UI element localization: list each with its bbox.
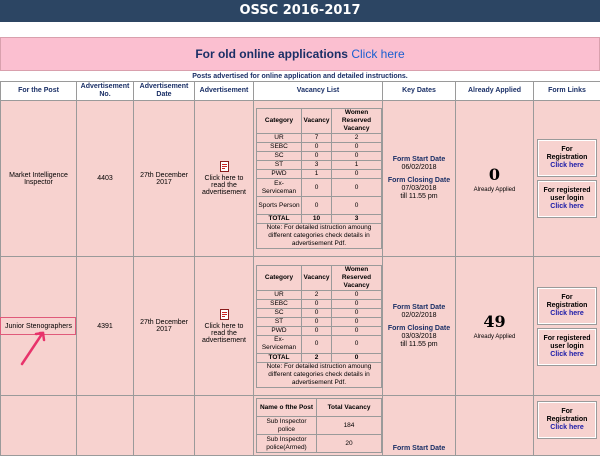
adv-no: 4403 <box>77 101 134 257</box>
vacancy-category: UR <box>257 290 302 299</box>
vacancy-cell <box>254 101 383 257</box>
registration-box[interactable] <box>537 287 597 325</box>
post-vacancy-name: Sub Inspector police(Armed) <box>257 435 317 453</box>
key-dates-cell <box>383 257 456 396</box>
vacancy-women: 2 <box>332 134 382 143</box>
login-box[interactable] <box>537 328 597 366</box>
vacancy-category: Sports Person <box>257 197 302 215</box>
post-name: Market Intelligence Inspector <box>1 101 77 257</box>
post-name-header: Name o fthe Post <box>257 399 317 417</box>
vacancy-row <box>257 308 382 317</box>
vacancy-count: 1 <box>302 170 332 179</box>
vacancy-count: 0 <box>302 152 332 161</box>
vacancy-header-vacancy: Vacancy <box>302 109 332 134</box>
vacancy-category: SEBC <box>257 143 302 152</box>
vacancy-women: 0 <box>332 335 382 353</box>
vacancy-count: 2 <box>302 290 332 299</box>
vacancy-category: SEBC <box>257 299 302 308</box>
vacancy-women: 0 <box>332 143 382 152</box>
vacancy-category: ST <box>257 161 302 170</box>
applied-count: 0 <box>458 165 531 184</box>
post-name: Junior Stenographers <box>1 257 77 396</box>
vacancy-count: 0 <box>302 197 332 215</box>
vacancy-category: SC <box>257 152 302 161</box>
registration-label: For Registration <box>540 294 594 310</box>
vacancy-women: 3 <box>332 215 382 224</box>
vacancy-row <box>257 170 382 179</box>
advertisement-link-cell[interactable] <box>195 101 254 257</box>
vacancy-women: 0 <box>332 326 382 335</box>
registration-link[interactable]: Click here <box>540 424 594 432</box>
posts-table <box>0 81 600 456</box>
vacancy-row <box>257 134 382 143</box>
registration-box[interactable] <box>537 401 597 439</box>
closing-time: till 11.55 pm <box>385 193 453 201</box>
adv-date: 27th December 2017 <box>134 257 195 396</box>
vacancy-count: 0 <box>302 179 332 197</box>
login-link[interactable]: Click here <box>540 351 594 359</box>
vacancy-count: 2 <box>302 353 332 362</box>
key-dates-cell <box>383 101 456 257</box>
vacancy-row <box>257 161 382 170</box>
vacancy-row <box>257 152 382 161</box>
key-dates-cell <box>383 396 456 456</box>
header-post: For the Post <box>1 82 77 101</box>
vacancy-count: 0 <box>302 308 332 317</box>
post-vacancy-total: 20 <box>317 435 382 453</box>
start-date-label: Form Start Date <box>385 445 453 453</box>
vacancy-count: 10 <box>302 215 332 224</box>
vacancy-total-row <box>257 353 382 362</box>
vacancy-note: Note: For detailed istruction amoung different categories check details in advertisement Pdf. <box>257 362 382 387</box>
vacancy-women: 0 <box>332 290 382 299</box>
vacancy-category: TOTAL <box>257 353 302 362</box>
vacancy-category: TOTAL <box>257 215 302 224</box>
form-links-cell <box>534 257 600 396</box>
vacancy-count: 0 <box>302 335 332 353</box>
vacancy-header-women: Women Reserved Vacancy <box>332 109 382 134</box>
vacancy-category: PWD <box>257 170 302 179</box>
closing-date-value: 03/03/2018 <box>385 333 453 341</box>
vacancy-women: 0 <box>332 197 382 215</box>
vacancy-count: 0 <box>302 326 332 335</box>
applied-label: Already Applied <box>458 187 531 193</box>
vacancy-cell <box>254 257 383 396</box>
vacancy-women: 0 <box>332 317 382 326</box>
table-row <box>1 396 600 456</box>
vacancy-count: 0 <box>302 317 332 326</box>
old-applications-link[interactable]: Click here <box>351 47 404 61</box>
vacancy-category: ST <box>257 317 302 326</box>
closing-time: till 11.55 pm <box>385 341 453 349</box>
applied-count: 49 <box>458 312 531 331</box>
applied-label: Already Applied <box>458 334 531 340</box>
closing-date-label: Form Closing Date <box>385 325 453 333</box>
vacancy-row <box>257 299 382 308</box>
vacancy-header-vacancy: Vacancy <box>302 265 332 290</box>
closing-date-label: Form Closing Date <box>385 177 453 185</box>
old-applications-banner <box>0 37 600 71</box>
vacancy-row <box>257 197 382 215</box>
post-vacancy-total: 184 <box>317 417 382 435</box>
start-date-value: 06/02/2018 <box>385 164 453 172</box>
login-label: For registered user login <box>540 187 594 203</box>
vacancy-row <box>257 143 382 152</box>
header-adv-no: Advertisement No. <box>77 82 134 101</box>
vacancy-women: 0 <box>332 308 382 317</box>
vacancy-women: 0 <box>332 170 382 179</box>
post-vacancy-name: Sub Inspector police <box>257 417 317 435</box>
vacancy-category: SC <box>257 308 302 317</box>
posts-caption: Posts advertised for online application and detailed instructions. <box>0 72 600 81</box>
post-vacancy-row <box>257 417 382 435</box>
vacancy-category: Ex-Serviceman <box>257 335 302 353</box>
vacancy-women: 1 <box>332 161 382 170</box>
registration-label: For Registration <box>540 146 594 162</box>
vacancy-women: 0 <box>332 152 382 161</box>
header-adv-date: Advertisement Date <box>134 82 195 101</box>
advertisement-link-cell[interactable] <box>195 257 254 396</box>
vacancy-count: 7 <box>302 134 332 143</box>
pdf-icon <box>220 161 229 172</box>
start-date-label: Form Start Date <box>385 304 453 312</box>
login-label: For registered user login <box>540 335 594 351</box>
applied-cell <box>456 101 534 257</box>
form-links-cell <box>534 101 600 257</box>
registration-link[interactable]: Click here <box>540 310 594 318</box>
closing-date-value: 07/03/2018 <box>385 185 453 193</box>
vacancy-category: Ex-Serviceman <box>257 179 302 197</box>
vacancy-cell <box>254 396 383 456</box>
table-header-row <box>1 82 600 101</box>
header-vacancy: Vacancy List <box>254 82 383 101</box>
registration-link[interactable]: Click here <box>540 162 594 170</box>
registration-label: For Registration <box>540 408 594 424</box>
vacancy-table <box>256 265 382 388</box>
vacancy-row <box>257 317 382 326</box>
total-vacancy-header: Total Vacancy <box>317 399 382 417</box>
table-row <box>1 257 600 396</box>
vacancy-note: Note: For detailed istruction amoung different categories check details in advertisement Pdf. <box>257 224 382 249</box>
header-form-links: Form Links <box>534 82 600 101</box>
header-applied: Already Applied <box>456 82 534 101</box>
adv-date: 27th December 2017 <box>134 101 195 257</box>
vacancy-category: UR <box>257 134 302 143</box>
vacancy-row <box>257 179 382 197</box>
header-key-dates: Key Dates <box>383 82 456 101</box>
vacancy-count: 0 <box>302 299 332 308</box>
vacancy-row <box>257 326 382 335</box>
adv-no: 4391 <box>77 257 134 396</box>
registration-box[interactable] <box>537 139 597 177</box>
vacancy-category: PWD <box>257 326 302 335</box>
vacancy-header-women: Women Reserved Vacancy <box>332 265 382 290</box>
vacancy-row <box>257 335 382 353</box>
start-date-value: 02/02/2018 <box>385 312 453 320</box>
applied-cell <box>456 257 534 396</box>
start-date-label: Form Start Date <box>385 156 453 164</box>
advertisement-link[interactable]: Click here to read the advertisement <box>202 175 246 196</box>
old-applications-text: For old online applications <box>195 47 348 61</box>
vacancy-women: 0 <box>332 299 382 308</box>
vacancy-women: 0 <box>332 179 382 197</box>
header-advertisement: Advertisement <box>195 82 254 101</box>
advertisement-link[interactable]: Click here to read the advertisement <box>202 323 246 344</box>
vacancy-total-row <box>257 215 382 224</box>
login-link[interactable]: Click here <box>540 203 594 211</box>
vacancy-women: 0 <box>332 353 382 362</box>
vacancy-header-category: Category <box>257 109 302 134</box>
pdf-icon <box>220 309 229 320</box>
vacancy-count: 0 <box>302 143 332 152</box>
form-links-cell <box>534 396 600 456</box>
vacancy-header-category: Category <box>257 265 302 290</box>
vacancy-table <box>256 108 382 249</box>
post-vacancy-table <box>256 398 382 453</box>
login-box[interactable] <box>537 180 597 218</box>
table-row <box>1 101 600 257</box>
vacancy-row <box>257 290 382 299</box>
vacancy-count: 3 <box>302 161 332 170</box>
page-title: OSSC 2016-2017 <box>0 0 600 22</box>
